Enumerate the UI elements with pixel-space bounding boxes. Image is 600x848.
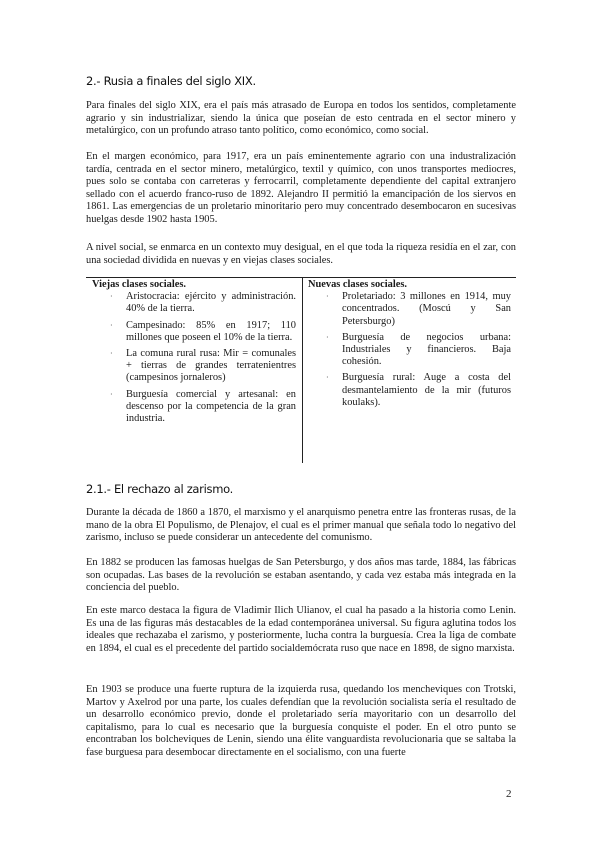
paragraph-strikes: En 1882 se producen las famosas huelgas de San Petersburgo, y dos años mas tarde, 1884, las fábricas son ocupadas. Las bases de la revolución se estaban asentando, y cada vez estaba más integrada en la conciencia del pueblo. — [86, 557, 516, 594]
old-classes-header: Viejas clases sociales. — [92, 279, 186, 290]
list-item: · La comuna rural rusa: Mir = comunales + tierras de grandes terratenientres (campesinos jornaleros) — [110, 348, 296, 384]
list-item: · Burguesía rural: Auge a costa del desmantelamiento de la mir (futuros koulaks). — [326, 372, 511, 408]
bullet-icon: · — [326, 332, 329, 342]
bullet-icon: · — [326, 292, 329, 302]
list-item: · Burguesía comercial y artesanal: en descenso por la competencia de la gran industria. — [110, 388, 296, 425]
bullet-icon: · — [110, 389, 113, 399]
page-number: 2 — [506, 788, 512, 800]
new-classes-column — [302, 278, 517, 463]
list-item: · Proletariado: 3 millones en 1914, muy concentrados. (Moscú y San Petersburgo) — [326, 291, 511, 327]
bullet-icon: · — [110, 320, 113, 330]
social-classes-table — [86, 277, 516, 463]
list-item: · Campesinado: 85% en 1917; 110 millones que poseen el 10% de la tierra. — [110, 319, 296, 343]
new-classes-list — [303, 291, 517, 409]
new-classes-header: Nuevas clases sociales. — [308, 279, 407, 290]
paragraph-social: A nivel social, se enmarca en un contexto muy desigual, en el que toda la riqueza residía en el zar, con una sociedad dividida en nuevas y en viejas clases sociales. — [86, 242, 516, 266]
paragraph-marxism: Durante la década de 1860 a 1870, el marxismo y el anarquismo penetra entre las fronteras rusas, de la mano de la obra El Populismo, de Plenajov, el cual es el primer manual que señala todo lo negativo del zarismo, incluso se puede considerar un antecedente del comunismo. — [86, 507, 516, 544]
paragraph-lenin: En este marco destaca la figura de Vladimir Ilich Ulianov, el cual ha pasado a la historia como Lenin. Es una de las figuras más destacables de la edad contemporánea universal. Su figura aglutina todos los ideales que rechazaba el zarismo, y posteriormente, lucha contra la burguesía. Crea la liga de combate en 1894, el cual es el precedente del partido socialdemócrata ruso que nace en 1898, de signo marxista. — [86, 605, 516, 654]
paragraph-economic: En el margen económico, para 1917, era un país eminentemente agrario con una industralización tardía, centrada en el sector minero, metalúrgico, textil y químico, con unos transportes mediocres, pues solo se contaba con carreteras y ferrocarril, completamente dependiente del capital extranjero sellado con el acuerdo franco-ruso de 1892. Alejandro II permitió la emancipación de los siervos en 1861. Las emergencias de un proletario minoritario pero muy concentrado desembocaron en sucesivas huelgas desde 1902 hasta 1905. — [86, 151, 516, 225]
section-heading-rusia: 2.- Rusia a finales del siglo XIX. — [86, 74, 256, 88]
bullet-icon: · — [110, 292, 113, 302]
list-item: · Aristocracia: ejército y administración. 40% de la tierra. — [110, 291, 296, 315]
bullet-icon: · — [110, 349, 113, 359]
old-classes-list — [86, 291, 302, 425]
bullet-icon: · — [326, 373, 329, 383]
paragraph-rupture: En 1903 se produce una fuerte ruptura de la izquierda rusa, quedando los mencheviques con Trotski, Martov y Axelrod por una parte, los cuales defendían que la revolución socialista sería el resultado de un desarrollo económico previo, donde el proletariado sería mayoritario con un desarrollo del capitalismo, para lo cual es necesario que la burguesía conquiste el poder. En el otro punto se encontraban los bolcheviques de Lenin, siendo una élite vanguardista revolucionaria que se saltaba la fase burguesa para desembocar directamente en el socialismo, con una fuerte — [86, 684, 516, 758]
list-item: · Burguesía de negocios urbana: Industriales y financieros. Baja cohesión. — [326, 331, 511, 368]
paragraph-intro: Para finales del siglo XIX, era el país más atrasado de Europa en todos los sentidos, completamente agrario y sin industrializar, siendo la única que poseían de esto centrada en el sector minero y metalúrgico, con un profundo atraso tanto político, como económico, como social. — [86, 100, 516, 137]
old-classes-column — [86, 278, 302, 429]
section-heading-rechazo: 2.1.- El rechazo al zarismo. — [86, 482, 233, 496]
